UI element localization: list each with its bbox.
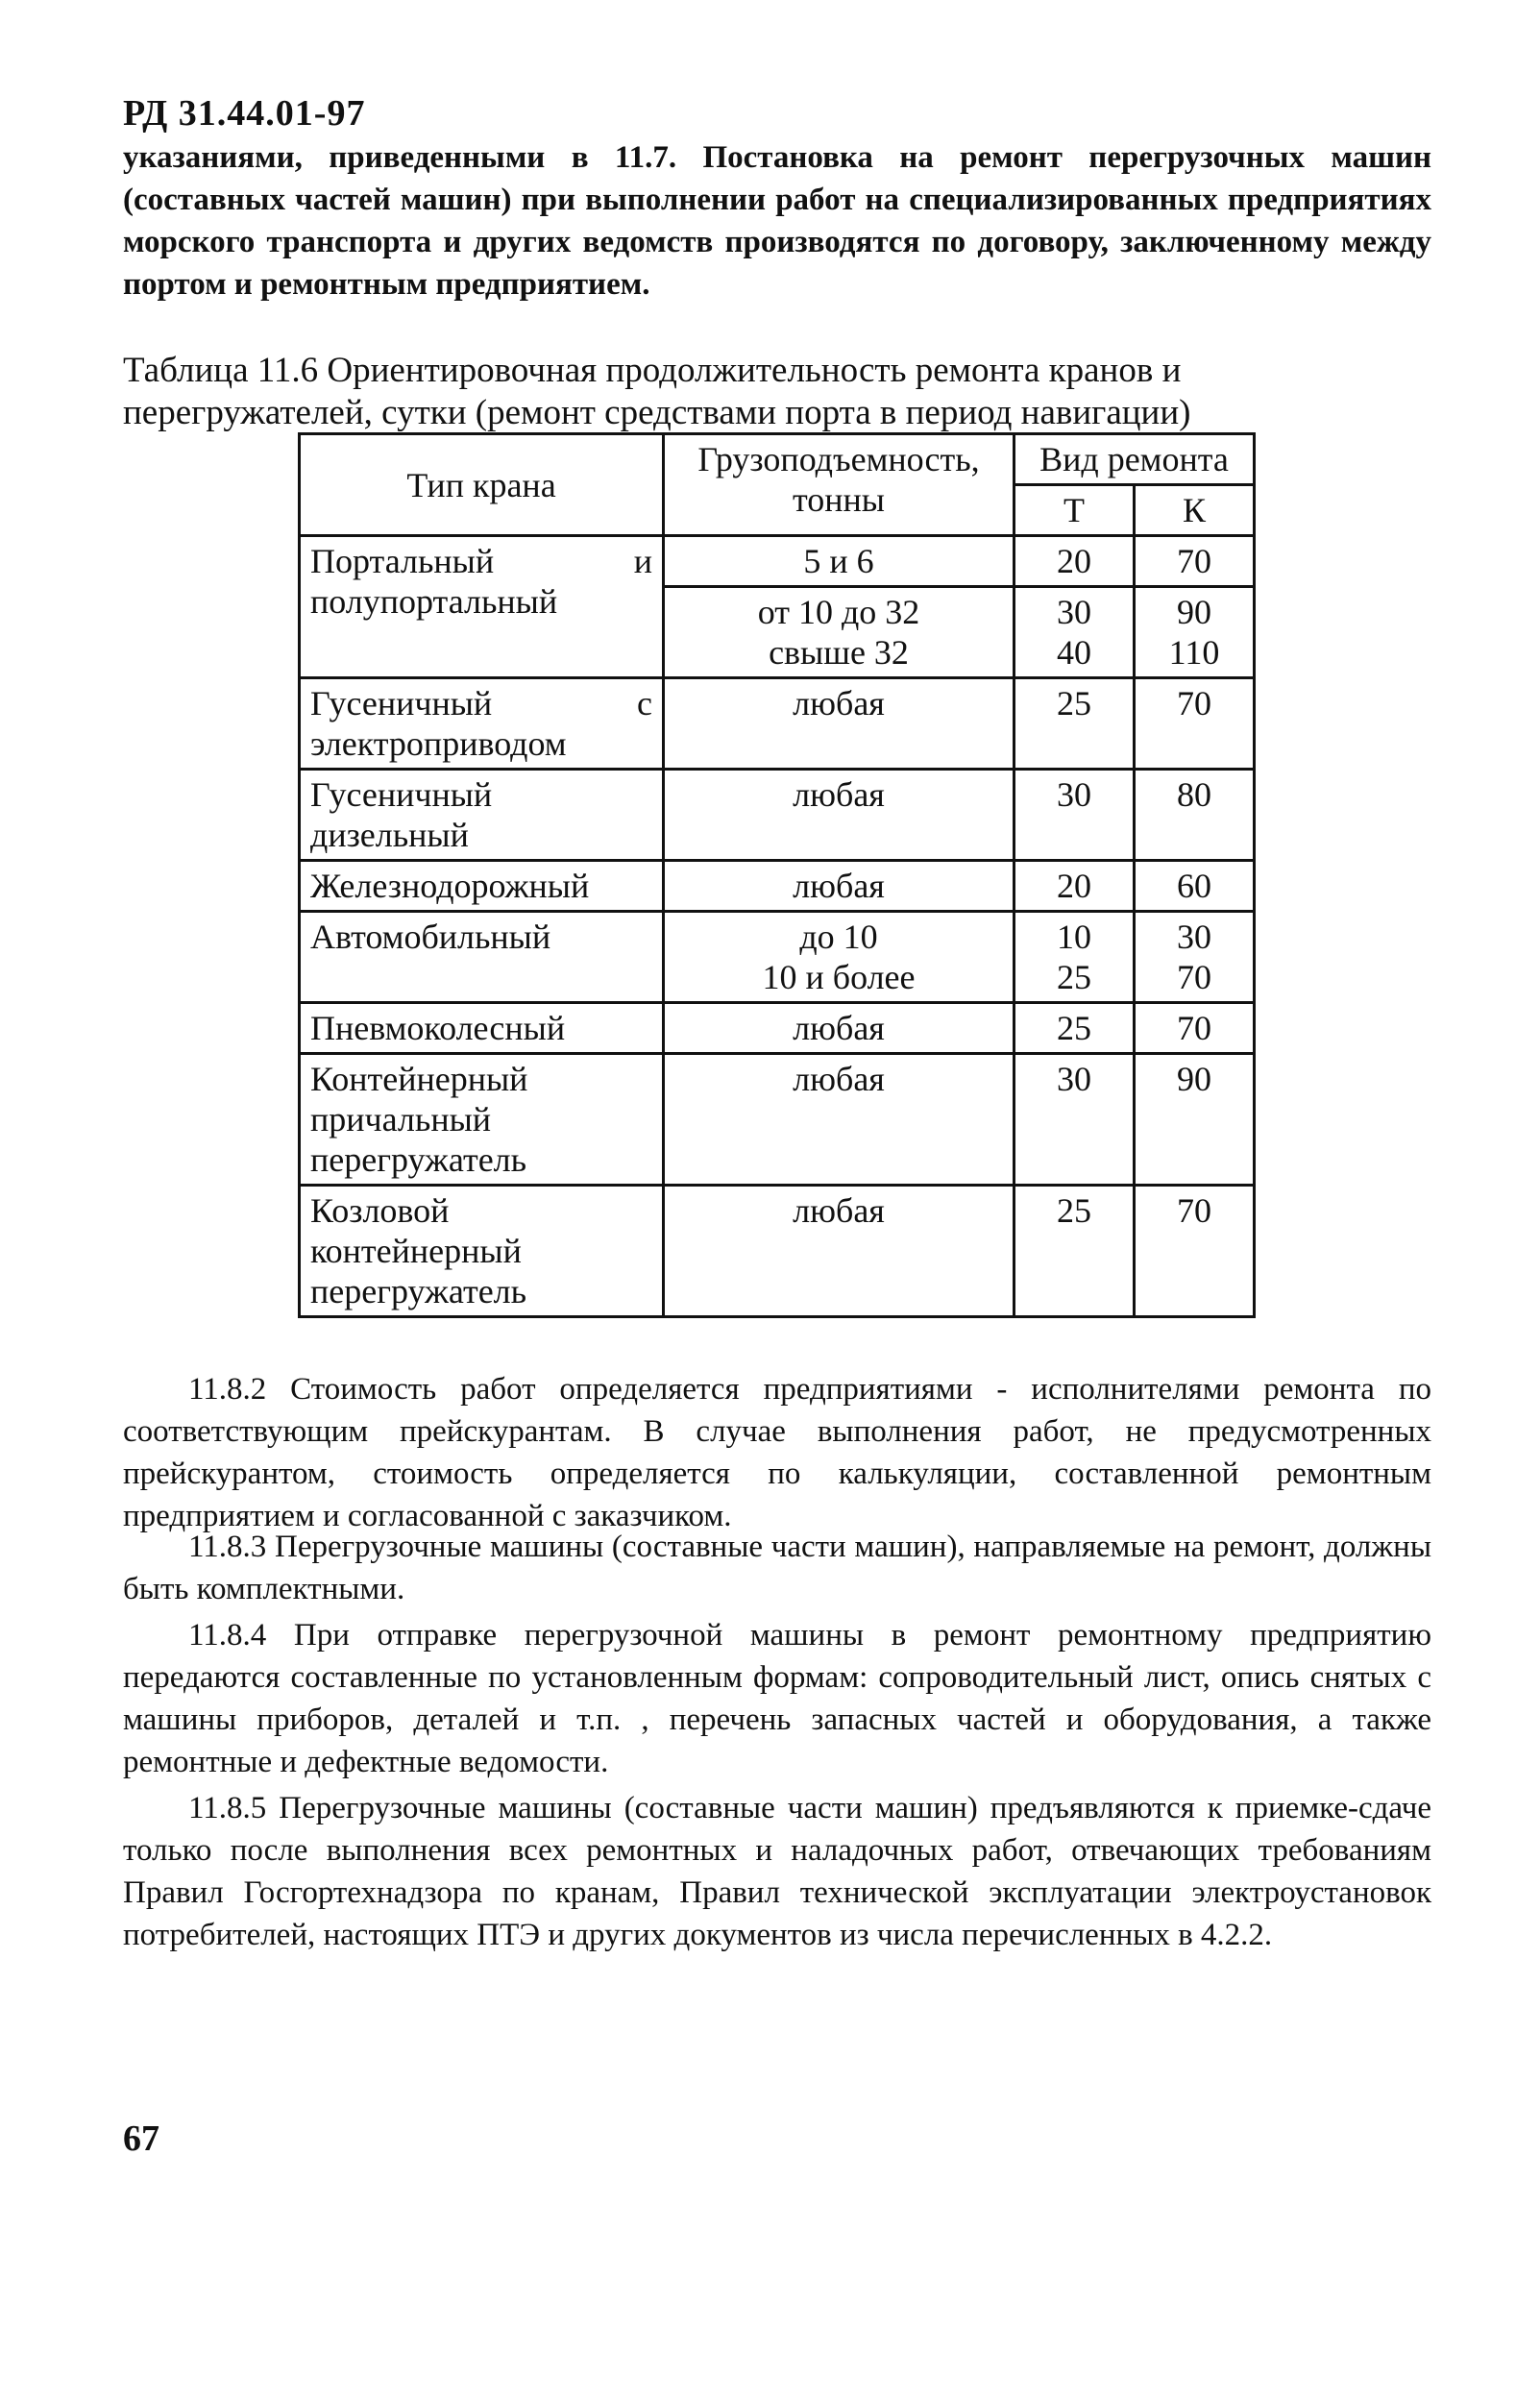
cell-k: 90 xyxy=(1135,1054,1255,1186)
cell-crane-type: Пневмоколесный xyxy=(300,1003,664,1054)
header-k: К xyxy=(1135,485,1255,536)
table-row xyxy=(300,678,1255,770)
cell-t: 10 25 xyxy=(1014,912,1135,1003)
cell-crane-type: Козловой контейнерный перегружатель xyxy=(300,1186,664,1317)
cell-crane-type: Контейнерный причальный перегружатель xyxy=(300,1054,664,1186)
cell-k: 60 xyxy=(1135,861,1255,912)
cell-crane-type: Железнодорожный xyxy=(300,861,664,912)
cell-t: 30 xyxy=(1014,1054,1135,1186)
table-row xyxy=(300,1054,1255,1186)
cell-capacity: любая xyxy=(664,861,1014,912)
cell-k: 70 xyxy=(1135,678,1255,770)
cell-capacity: любая xyxy=(664,1186,1014,1317)
cell-t: 25 xyxy=(1014,1003,1135,1054)
cell-t: 25 xyxy=(1014,1186,1135,1317)
cell-capacity: любая xyxy=(664,1003,1014,1054)
cell-k: 80 xyxy=(1135,770,1255,861)
page-number: 67 xyxy=(123,2118,159,2159)
table-caption: Таблица 11.6 Ориентировочная продолжительность ремонта кранов и перегружателей, сутки (ремонт средствами порта в период навигации) xyxy=(123,351,1191,432)
cell-t: 20 xyxy=(1014,536,1135,587)
cell-capacity: до 10 10 и более xyxy=(664,912,1014,1003)
header-t: Т xyxy=(1014,485,1135,536)
cell-t: 30 40 xyxy=(1014,587,1135,678)
table-row xyxy=(300,912,1255,1003)
cell-k: 90 110 xyxy=(1135,587,1255,678)
cell-crane-type: Автомобильный xyxy=(300,912,664,1003)
intro-paragraph: указаниями, приведенными в 11.7. Постановка на ремонт перегрузочных машин (составных частей машин) при выполнении работ на специализированных предприятиях морского транспорта и других ведомств производятся по договору, заключенному между портом и ремонтным предприятием. xyxy=(123,140,1431,302)
cell-t: 20 xyxy=(1014,861,1135,912)
cell-capacity: любая xyxy=(664,678,1014,770)
paragraph-11-8-2: 11.8.2 Стоимость работ определяется предприятиями - исполнителями ремонта по соответствующим прейскурантам. В случае выполнения работ, не предусмотренных прейскурантом, стоимость определяется по калькуляции, составленной ремонтным предприятием и согласованной с заказчиком. xyxy=(123,1372,1431,1533)
cell-k: 70 xyxy=(1135,1186,1255,1317)
paragraph-11-8-4: 11.8.4 При отправке перегрузочной машины в ремонт ремонтному предприятию передаются составленные по установленным формам: сопроводительный лист, опись снятых с машины приборов, деталей и т.п. , перечень запасных частей и оборудования, а также ремонтные и дефектные ведомости. xyxy=(123,1618,1431,1779)
table-row xyxy=(300,861,1255,912)
cell-capacity: от 10 до 32 свыше 32 xyxy=(664,587,1014,678)
document-code: РД 31.44.01-97 xyxy=(123,93,366,134)
cell-t: 30 xyxy=(1014,770,1135,861)
table-row xyxy=(300,1186,1255,1317)
header-repair-kind: Вид ремонта xyxy=(1014,434,1255,485)
cell-crane-type: Гусеничный дизельный xyxy=(300,770,664,861)
cell-capacity: любая xyxy=(664,770,1014,861)
cell-k: 30 70 xyxy=(1135,912,1255,1003)
cell-crane-type: Портальный и полупортальный xyxy=(300,536,664,678)
table-header-row xyxy=(300,434,1255,485)
cell-crane-type: Гусеничный с электроприводом xyxy=(300,678,664,770)
cell-k: 70 xyxy=(1135,1003,1255,1054)
header-crane-type: Тип крана xyxy=(300,434,664,536)
header-capacity: Грузоподъемность, тонны xyxy=(664,434,1014,536)
paragraph-11-8-5: 11.8.5 Перегрузочные машины (составные части машин) предъявляются к приемке-сдаче только после выполнения всех ремонтных и наладочных работ, отвечающих требованиям Правил Госгортехнадзора по кранам, Правил технической эксплуатации электроустановок потребителей, настоящих ПТЭ и других документов из числа перечисленных в 4.2.2. xyxy=(123,1791,1431,1952)
crane-table xyxy=(298,432,1256,1318)
table-row xyxy=(300,770,1255,861)
cell-t: 25 xyxy=(1014,678,1135,770)
paragraph-11-8-3: 11.8.3 Перегрузочные машины (составные части машин), направляемые на ремонт, должны быть комплектными. xyxy=(123,1530,1431,1606)
table-row xyxy=(300,536,1255,587)
cell-capacity: 5 и 6 xyxy=(664,536,1014,587)
cell-k: 70 xyxy=(1135,536,1255,587)
table-row xyxy=(300,1003,1255,1054)
repair-duration-table xyxy=(298,432,1256,1318)
cell-capacity: любая xyxy=(664,1054,1014,1186)
